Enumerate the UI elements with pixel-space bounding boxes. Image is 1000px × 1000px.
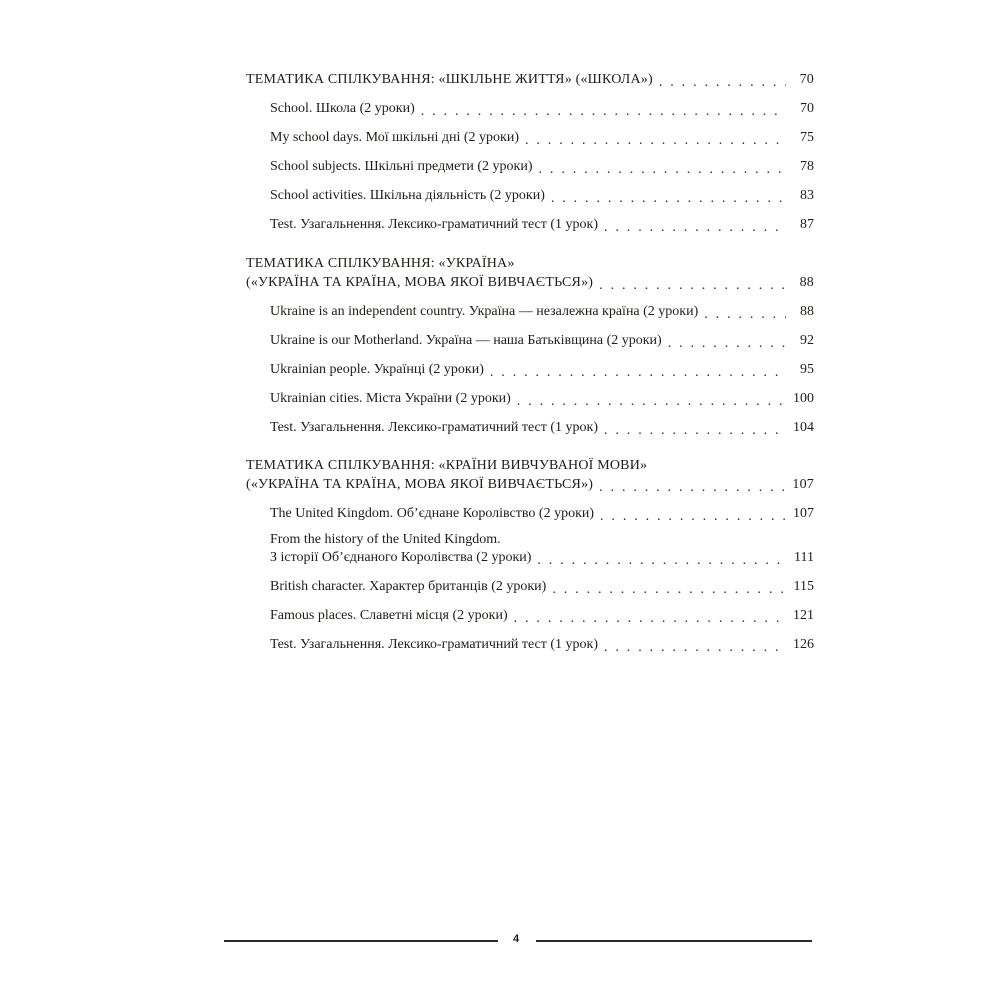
dot-leader <box>551 196 786 202</box>
toc-entry[interactable] <box>270 548 814 568</box>
dot-leader <box>659 80 786 86</box>
entry-title: The United Kingdom. Об’єднане Королівство (2 уроки) <box>270 506 595 521</box>
toc-entry[interactable] <box>270 635 814 655</box>
section-title-line1: ТЕМАТИКА СПІЛКУВАННЯ: «КРАЇНИ ВИВЧУВАНОЇ МОВИ» <box>246 458 648 473</box>
toc-entry[interactable] <box>270 504 814 524</box>
toc-entry[interactable] <box>270 128 814 148</box>
section-title: («УКРАЇНА ТА КРАЇНА, МОВА ЯКОЇ ВИВЧАЄТЬСЯ») <box>246 477 594 492</box>
page-number: 70 <box>799 72 814 87</box>
footer-rule-left <box>224 940 498 942</box>
dot-leader <box>600 514 786 520</box>
page-number: 70 <box>800 101 814 116</box>
entry-title: Famous places. Славетні місця (2 уроки) <box>270 608 508 623</box>
page-number: 121 <box>793 608 814 623</box>
page-number: 75 <box>800 130 814 145</box>
entry-title: Ukrainian people. Українці (2 уроки) <box>270 362 484 377</box>
page-number: 92 <box>800 333 814 348</box>
dot-leader <box>704 312 786 318</box>
page-number: 100 <box>793 391 814 406</box>
section-title-line1: ТЕМАТИКА СПІЛКУВАННЯ: «УКРАЇНА» <box>246 256 515 271</box>
entry-title: Test. Узагальнення. Лексико-граматичний тест (1 урок) <box>270 420 598 435</box>
dot-leader <box>421 109 786 115</box>
page-number: 83 <box>800 188 814 203</box>
entry-title: З історії Об’єднаного Королівства (2 уроки) <box>270 550 532 565</box>
dot-leader <box>599 485 786 491</box>
entry-title: Ukraine is our Motherland. Україна — наша Батьківщина (2 уроки) <box>270 333 662 348</box>
section-heading[interactable] <box>246 475 814 495</box>
toc-entry[interactable] <box>270 186 814 206</box>
page-number: 107 <box>792 477 814 492</box>
page-number: 111 <box>794 550 814 565</box>
toc-entry[interactable] <box>270 302 814 322</box>
page-number: 88 <box>800 304 814 319</box>
dot-leader <box>604 225 786 231</box>
dot-leader <box>604 645 786 651</box>
page-number: 95 <box>800 362 814 377</box>
dot-leader <box>599 283 786 289</box>
toc-entry[interactable] <box>270 606 814 626</box>
toc-entry[interactable] <box>270 157 814 177</box>
entry-title: Ukraine is an independent country. Україна — незалежна країна (2 уроки) <box>270 304 699 319</box>
page-number: 107 <box>793 506 814 521</box>
page-number: 115 <box>793 579 814 594</box>
footer-rule-right <box>536 940 812 942</box>
dot-leader <box>539 167 786 173</box>
toc-entry[interactable] <box>270 418 814 438</box>
entry-title: British character. Характер британців (2 уроки) <box>270 579 547 594</box>
entry-title: School. Школа (2 уроки) <box>270 101 415 116</box>
section-title: ТЕМАТИКА СПІЛКУВАННЯ: «ШКІЛЬНЕ ЖИТТЯ» («ШКОЛА») <box>246 72 653 87</box>
section-heading[interactable] <box>246 273 814 293</box>
page-number: 126 <box>793 637 814 652</box>
toc-entry[interactable] <box>270 215 814 235</box>
entry-title: Ukrainian cities. Міста України (2 уроки) <box>270 391 511 406</box>
section-heading[interactable] <box>246 70 814 90</box>
entry-title: Test. Узагальнення. Лексико-граматичний тест (1 урок) <box>270 637 598 652</box>
dot-leader <box>517 399 786 405</box>
toc-entry[interactable] <box>270 577 814 597</box>
section-title: («УКРАЇНА ТА КРАЇНА, МОВА ЯКОЇ ВИВЧАЄТЬСЯ») <box>246 275 594 290</box>
toc-entry[interactable] <box>270 331 814 351</box>
page-number: 88 <box>799 275 814 290</box>
entry-title: School subjects. Шкільні предмети (2 уроки) <box>270 159 533 174</box>
entry-title: School activities. Шкільна діяльність (2 уроки) <box>270 188 545 203</box>
footer-page-number: 4 <box>512 933 520 945</box>
dot-leader <box>537 558 786 564</box>
toc-entry[interactable] <box>270 99 814 119</box>
dot-leader <box>525 138 786 144</box>
page-number: 78 <box>800 159 814 174</box>
entry-title: My school days. Мої шкільні дні (2 уроки) <box>270 130 519 145</box>
dot-leader <box>490 370 786 376</box>
toc-entry[interactable] <box>270 389 814 409</box>
dot-leader <box>668 341 786 347</box>
dot-leader <box>604 428 786 434</box>
page-number: 87 <box>800 217 814 232</box>
entry-title-line1: From the history of the United Kingdom. <box>270 532 501 547</box>
toc-entry[interactable] <box>270 360 814 380</box>
dot-leader <box>552 587 786 593</box>
dot-leader <box>514 616 786 622</box>
entry-title: Test. Узагальнення. Лексико-граматичний тест (1 урок) <box>270 217 598 232</box>
page-number: 104 <box>793 420 814 435</box>
